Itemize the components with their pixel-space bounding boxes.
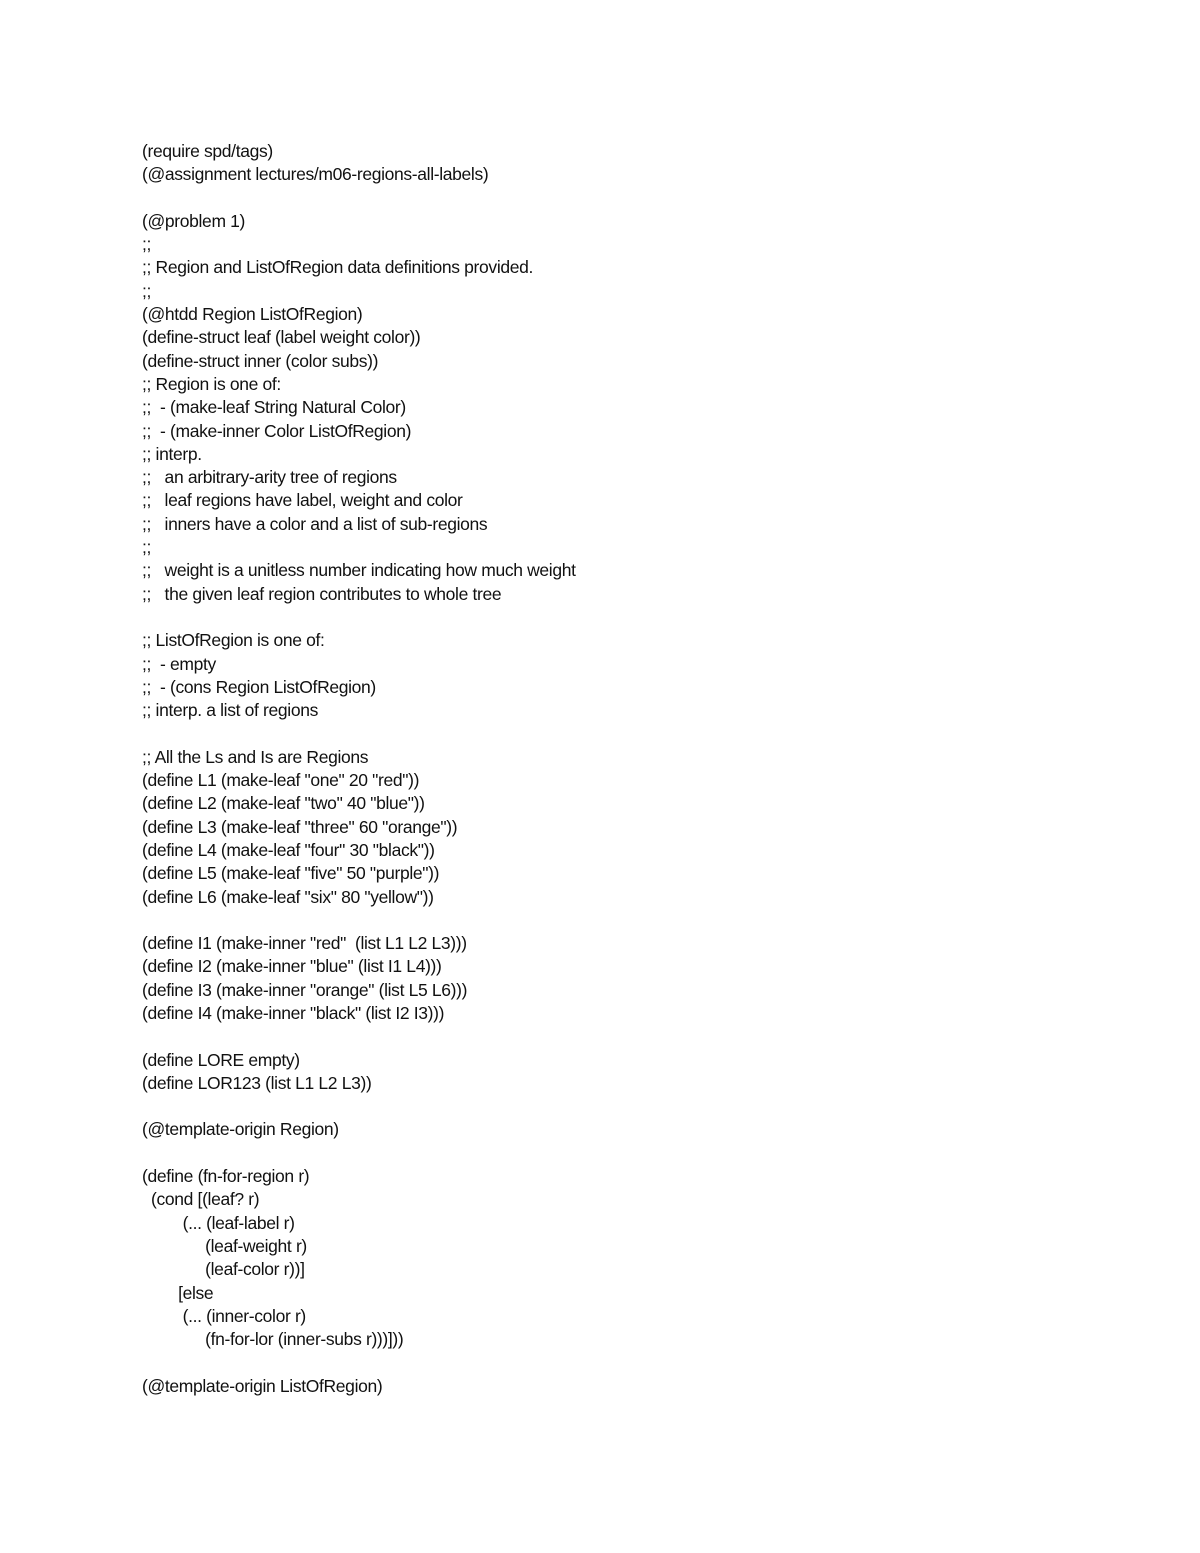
code-line: (define-struct leaf (label weight color))	[142, 327, 421, 348]
code-line: (leaf-color r))]	[142, 1259, 305, 1280]
code-line: (define I3 (make-inner "orange" (list L5 L6)))	[142, 979, 468, 1000]
code-line: ;; interp. a list of regions	[142, 700, 318, 721]
code-line: ;; - (make-leaf String Natural Color)	[142, 397, 406, 418]
code-line: (define I4 (make-inner "black" (list I2 I3)))	[142, 1002, 445, 1023]
code-line: (@problem 1)	[142, 210, 246, 231]
code-line: (define L5 (make-leaf "five" 50 "purple"))	[142, 863, 440, 884]
code-line: (leaf-weight r)	[142, 1235, 307, 1256]
code-line: ;; an arbitrary-arity tree of regions	[142, 467, 397, 488]
code-line	[142, 1142, 576, 1165]
code-line: (define L1 (make-leaf "one" 20 "red"))	[142, 770, 420, 791]
code-line	[142, 1351, 576, 1374]
code-line: (... (leaf-label r)	[142, 1212, 295, 1233]
code-line: (@template-origin ListOfRegion)	[142, 1375, 383, 1396]
code-line: ;; the given leaf region contributes to whole tree	[142, 583, 502, 604]
code-line: (@htdd Region ListOfRegion)	[142, 304, 363, 325]
code-line: (define LORE empty)	[142, 1049, 300, 1070]
code-line: ;;	[142, 537, 152, 558]
code-line: (define L6 (make-leaf "six" 80 "yellow"))	[142, 886, 434, 907]
code-line: ;; - empty	[142, 653, 216, 674]
code-line	[142, 1025, 576, 1048]
code-line: (define-struct inner (color subs))	[142, 350, 379, 371]
code-line: (define I1 (make-inner "red" (list L1 L2 L3)))	[142, 933, 467, 954]
code-line: ;; - (make-inner Color ListOfRegion)	[142, 420, 412, 441]
code-line: ;; Region is one of:	[142, 373, 281, 394]
code-listing	[142, 140, 576, 1398]
code-line: [else	[142, 1282, 214, 1303]
code-line: (fn-for-lor (inner-subs r)))]))	[142, 1329, 404, 1350]
code-line	[142, 606, 576, 629]
code-line: ;; leaf regions have label, weight and color	[142, 490, 463, 511]
code-line: ;; weight is a unitless number indicating how much weight	[142, 560, 576, 581]
code-line: (require spd/tags)	[142, 141, 273, 161]
code-line: (... (inner-color r)	[142, 1305, 306, 1326]
code-line	[142, 1095, 576, 1118]
code-line: ;; Region and ListOfRegion data definitions provided.	[142, 257, 534, 278]
code-line: ;; interp.	[142, 443, 202, 464]
code-line: (define L2 (make-leaf "two" 40 "blue"))	[142, 793, 425, 814]
code-line	[142, 722, 576, 745]
code-line: ;;	[142, 280, 152, 301]
code-line: ;;	[142, 234, 152, 255]
code-line: (define LOR123 (list L1 L2 L3))	[142, 1072, 372, 1093]
code-line: ;; - (cons Region ListOfRegion)	[142, 676, 376, 697]
code-line: (@template-origin Region)	[142, 1119, 339, 1140]
code-line: ;; All the Ls and Is are Regions	[142, 746, 369, 767]
code-line: (cond [(leaf? r)	[142, 1189, 260, 1210]
code-line: (define L3 (make-leaf "three" 60 "orange"))	[142, 816, 458, 837]
code-line: (define (fn-for-region r)	[142, 1166, 310, 1187]
code-line: (define L4 (make-leaf "four" 30 "black"))	[142, 839, 435, 860]
code-line	[142, 187, 576, 210]
code-line: (define I2 (make-inner "blue" (list I1 L4)))	[142, 956, 442, 977]
code-line: ;; ListOfRegion is one of:	[142, 630, 325, 651]
code-line: (@assignment lectures/m06-regions-all-labels)	[142, 164, 489, 185]
code-line	[142, 909, 576, 932]
code-line: ;; inners have a color and a list of sub-regions	[142, 513, 488, 534]
